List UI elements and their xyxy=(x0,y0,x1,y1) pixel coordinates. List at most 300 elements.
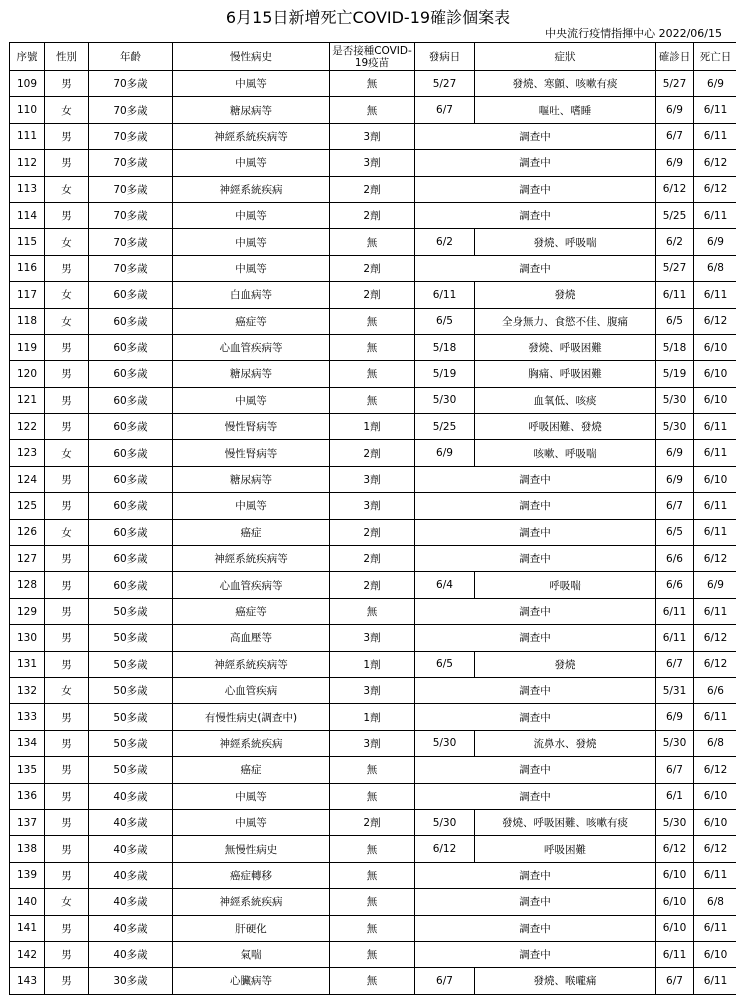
cell-chronic: 神經系統疾病 xyxy=(173,889,330,915)
cell-symptoms: 發燒 xyxy=(475,282,656,308)
cell-sex: 男 xyxy=(45,361,89,387)
cell-under-investigation: 調查中 xyxy=(415,176,656,202)
table-row xyxy=(10,255,736,281)
cell-age: 60多歲 xyxy=(89,519,173,545)
cell-age: 60多歲 xyxy=(89,546,173,572)
cell-under-investigation: 調查中 xyxy=(415,519,656,545)
table-row xyxy=(10,414,736,440)
cell-death: 6/11 xyxy=(694,440,736,466)
cell-age: 40多歲 xyxy=(89,889,173,915)
cell-seq: 122 xyxy=(10,414,45,440)
cell-confirm: 6/10 xyxy=(656,862,694,888)
cell-seq: 118 xyxy=(10,308,45,334)
cell-death: 6/11 xyxy=(694,97,736,123)
cell-death: 6/12 xyxy=(694,546,736,572)
cell-vaccine: 無 xyxy=(330,757,415,783)
cell-seq: 112 xyxy=(10,150,45,176)
cell-under-investigation: 調查中 xyxy=(415,941,656,967)
cell-confirm: 6/11 xyxy=(656,625,694,651)
cell-confirm: 5/25 xyxy=(656,202,694,228)
cell-sex: 女 xyxy=(45,97,89,123)
cell-seq: 138 xyxy=(10,836,45,862)
cell-seq: 142 xyxy=(10,941,45,967)
cell-age: 40多歲 xyxy=(89,809,173,835)
cell-sex: 男 xyxy=(45,334,89,360)
cell-death: 6/11 xyxy=(694,598,736,624)
cell-vaccine: 無 xyxy=(330,71,415,97)
cell-chronic: 癌症等 xyxy=(173,598,330,624)
cell-death: 6/12 xyxy=(694,625,736,651)
cell-death: 6/12 xyxy=(694,150,736,176)
cell-vaccine: 無 xyxy=(330,387,415,413)
cell-confirm: 6/5 xyxy=(656,519,694,545)
page-title: 6月15日新增死亡COVID-19確診個案表 xyxy=(225,8,511,27)
table-row xyxy=(10,915,736,941)
cell-death: 6/8 xyxy=(694,255,736,281)
table-row xyxy=(10,123,736,149)
cell-chronic: 癌症 xyxy=(173,519,330,545)
table-row xyxy=(10,889,736,915)
cell-vaccine: 無 xyxy=(330,598,415,624)
cell-sex: 男 xyxy=(45,202,89,228)
cell-confirm: 6/12 xyxy=(656,836,694,862)
cell-confirm: 6/12 xyxy=(656,176,694,202)
cell-confirm: 5/30 xyxy=(656,387,694,413)
cell-under-investigation: 調查中 xyxy=(415,889,656,915)
table-row xyxy=(10,546,736,572)
cell-vaccine: 無 xyxy=(330,783,415,809)
table-row xyxy=(10,941,736,967)
cell-chronic: 心血管疾病等 xyxy=(173,334,330,360)
cell-onset: 5/30 xyxy=(415,730,475,756)
cell-confirm: 6/7 xyxy=(656,493,694,519)
cell-confirm: 5/18 xyxy=(656,334,694,360)
cell-death: 6/6 xyxy=(694,677,736,703)
cell-seq: 139 xyxy=(10,862,45,888)
cell-chronic: 心血管疾病等 xyxy=(173,572,330,598)
cell-confirm: 6/9 xyxy=(656,704,694,730)
cell-sex: 男 xyxy=(45,757,89,783)
cell-chronic: 氣喘 xyxy=(173,941,330,967)
cell-age: 40多歲 xyxy=(89,862,173,888)
cell-seq: 124 xyxy=(10,466,45,492)
cell-vaccine: 2劑 xyxy=(330,809,415,835)
cell-symptoms: 發燒、寒顫、咳嗽有痰 xyxy=(475,71,656,97)
cell-onset: 6/2 xyxy=(415,229,475,255)
cell-death: 6/8 xyxy=(694,730,736,756)
cell-death: 6/11 xyxy=(694,282,736,308)
cell-chronic: 中風等 xyxy=(173,783,330,809)
table-row xyxy=(10,334,736,360)
cell-under-investigation: 調查中 xyxy=(415,202,656,228)
cell-seq: 130 xyxy=(10,625,45,651)
cell-chronic: 中風等 xyxy=(173,809,330,835)
cell-vaccine: 2劑 xyxy=(330,255,415,281)
cell-chronic: 有慢性病史(調查中) xyxy=(173,704,330,730)
cell-chronic: 白血病等 xyxy=(173,282,330,308)
header-seq: 序號 xyxy=(10,43,45,71)
cell-confirm: 5/30 xyxy=(656,730,694,756)
cell-onset: 6/5 xyxy=(415,308,475,334)
header-onset: 發病日 xyxy=(415,43,475,71)
header-symptoms: 症狀 xyxy=(475,43,656,71)
cell-under-investigation: 調查中 xyxy=(415,704,656,730)
cell-age: 50多歲 xyxy=(89,704,173,730)
cell-chronic: 無慢性病史 xyxy=(173,836,330,862)
cell-under-investigation: 調查中 xyxy=(415,625,656,651)
cell-chronic: 中風等 xyxy=(173,493,330,519)
table-row xyxy=(10,97,736,123)
cell-symptoms: 發燒、喉嚨痛 xyxy=(475,968,656,994)
table-row xyxy=(10,651,736,677)
cell-vaccine: 2劑 xyxy=(330,546,415,572)
cell-vaccine: 2劑 xyxy=(330,202,415,228)
cell-death: 6/10 xyxy=(694,809,736,835)
cell-onset: 5/25 xyxy=(415,414,475,440)
cell-age: 70多歲 xyxy=(89,97,173,123)
cell-symptoms: 流鼻水、發燒 xyxy=(475,730,656,756)
table-row xyxy=(10,466,736,492)
cell-under-investigation: 調查中 xyxy=(415,598,656,624)
cell-sex: 男 xyxy=(45,150,89,176)
header-death: 死亡日 xyxy=(694,43,736,71)
table-row xyxy=(10,598,736,624)
cell-under-investigation: 調查中 xyxy=(415,123,656,149)
cell-death: 6/9 xyxy=(694,229,736,255)
cases-table xyxy=(9,42,736,995)
cell-seq: 117 xyxy=(10,282,45,308)
cell-confirm: 5/30 xyxy=(656,414,694,440)
cell-sex: 男 xyxy=(45,625,89,651)
cell-confirm: 6/7 xyxy=(656,123,694,149)
cell-onset: 6/4 xyxy=(415,572,475,598)
cell-confirm: 6/7 xyxy=(656,968,694,994)
cell-onset: 5/30 xyxy=(415,809,475,835)
cell-confirm: 5/27 xyxy=(656,71,694,97)
cell-seq: 127 xyxy=(10,546,45,572)
cell-confirm: 6/9 xyxy=(656,97,694,123)
cell-confirm: 6/6 xyxy=(656,572,694,598)
cell-vaccine: 無 xyxy=(330,968,415,994)
cell-seq: 141 xyxy=(10,915,45,941)
cell-age: 70多歲 xyxy=(89,255,173,281)
cell-chronic: 神經系統疾病等 xyxy=(173,651,330,677)
cell-onset: 5/19 xyxy=(415,361,475,387)
cell-seq: 133 xyxy=(10,704,45,730)
cell-seq: 114 xyxy=(10,202,45,228)
cell-sex: 男 xyxy=(45,123,89,149)
cell-symptoms: 發燒、呼吸喘 xyxy=(475,229,656,255)
cell-vaccine: 無 xyxy=(330,229,415,255)
cell-under-investigation: 調查中 xyxy=(415,862,656,888)
cell-onset: 5/30 xyxy=(415,387,475,413)
cell-symptoms: 血氧低、咳痰 xyxy=(475,387,656,413)
cell-onset: 5/18 xyxy=(415,334,475,360)
cell-chronic: 神經系統疾病 xyxy=(173,176,330,202)
cell-seq: 136 xyxy=(10,783,45,809)
cell-chronic: 糖尿病等 xyxy=(173,466,330,492)
cell-chronic: 中風等 xyxy=(173,229,330,255)
cell-sex: 男 xyxy=(45,546,89,572)
table-row xyxy=(10,229,736,255)
cell-symptoms: 呼吸困難 xyxy=(475,836,656,862)
cell-death: 6/9 xyxy=(694,572,736,598)
cell-chronic: 癌症轉移 xyxy=(173,862,330,888)
cell-sex: 男 xyxy=(45,809,89,835)
cell-death: 6/12 xyxy=(694,176,736,202)
cell-vaccine: 無 xyxy=(330,941,415,967)
cell-age: 50多歲 xyxy=(89,677,173,703)
cell-confirm: 6/10 xyxy=(656,889,694,915)
table-row xyxy=(10,677,736,703)
cell-symptoms: 呼吸喘 xyxy=(475,572,656,598)
cell-under-investigation: 調查中 xyxy=(415,493,656,519)
cell-chronic: 中風等 xyxy=(173,387,330,413)
cell-onset: 6/5 xyxy=(415,651,475,677)
cell-under-investigation: 調查中 xyxy=(415,255,656,281)
header-row xyxy=(10,43,736,71)
table-row xyxy=(10,202,736,228)
cell-vaccine: 無 xyxy=(330,308,415,334)
header-chronic: 慢性病史 xyxy=(173,43,330,71)
cell-sex: 女 xyxy=(45,229,89,255)
table-row xyxy=(10,150,736,176)
cell-death: 6/12 xyxy=(694,757,736,783)
table-body xyxy=(10,71,736,995)
cell-seq: 113 xyxy=(10,176,45,202)
cell-age: 60多歲 xyxy=(89,387,173,413)
cell-seq: 115 xyxy=(10,229,45,255)
header-confirm: 確診日 xyxy=(656,43,694,71)
table-row xyxy=(10,862,736,888)
table-row xyxy=(10,176,736,202)
cell-seq: 129 xyxy=(10,598,45,624)
cell-age: 70多歲 xyxy=(89,150,173,176)
cell-sex: 女 xyxy=(45,440,89,466)
cell-chronic: 糖尿病等 xyxy=(173,97,330,123)
cell-age: 70多歲 xyxy=(89,202,173,228)
cell-seq: 128 xyxy=(10,572,45,598)
cell-sex: 男 xyxy=(45,651,89,677)
cell-vaccine: 2劑 xyxy=(330,176,415,202)
cell-seq: 110 xyxy=(10,97,45,123)
cell-age: 50多歲 xyxy=(89,730,173,756)
cell-seq: 131 xyxy=(10,651,45,677)
cell-under-investigation: 調查中 xyxy=(415,757,656,783)
cell-death: 6/11 xyxy=(694,493,736,519)
cell-age: 60多歲 xyxy=(89,572,173,598)
cell-chronic: 神經系統疾病 xyxy=(173,730,330,756)
table-row xyxy=(10,968,736,994)
cell-confirm: 6/6 xyxy=(656,546,694,572)
cell-sex: 女 xyxy=(45,677,89,703)
cell-death: 6/10 xyxy=(694,387,736,413)
cell-death: 6/12 xyxy=(694,308,736,334)
cell-age: 70多歲 xyxy=(89,123,173,149)
cell-vaccine: 3劑 xyxy=(330,625,415,651)
cell-age: 60多歲 xyxy=(89,334,173,360)
cell-age: 70多歲 xyxy=(89,71,173,97)
cell-sex: 男 xyxy=(45,704,89,730)
cell-seq: 116 xyxy=(10,255,45,281)
cell-confirm: 6/9 xyxy=(656,150,694,176)
cell-chronic: 神經系統疾病等 xyxy=(173,546,330,572)
cell-onset: 5/27 xyxy=(415,71,475,97)
table-row xyxy=(10,704,736,730)
cell-seq: 126 xyxy=(10,519,45,545)
cell-symptoms: 呼吸困難、發燒 xyxy=(475,414,656,440)
cell-death: 6/11 xyxy=(694,202,736,228)
table-row xyxy=(10,493,736,519)
cell-chronic: 癌症 xyxy=(173,757,330,783)
cell-under-investigation: 調查中 xyxy=(415,915,656,941)
cell-seq: 120 xyxy=(10,361,45,387)
cell-age: 50多歲 xyxy=(89,598,173,624)
cell-sex: 男 xyxy=(45,783,89,809)
cell-confirm: 6/7 xyxy=(656,757,694,783)
cell-sex: 男 xyxy=(45,572,89,598)
cell-chronic: 中風等 xyxy=(173,255,330,281)
cell-seq: 119 xyxy=(10,334,45,360)
cell-vaccine: 無 xyxy=(330,862,415,888)
cell-symptoms: 嘔吐、嗜睡 xyxy=(475,97,656,123)
cell-onset: 6/7 xyxy=(415,97,475,123)
cell-onset: 6/11 xyxy=(415,282,475,308)
cell-death: 6/12 xyxy=(694,836,736,862)
table-row xyxy=(10,440,736,466)
cell-sex: 男 xyxy=(45,730,89,756)
cell-age: 60多歲 xyxy=(89,282,173,308)
cell-age: 60多歲 xyxy=(89,361,173,387)
cell-sex: 女 xyxy=(45,308,89,334)
cell-onset: 6/7 xyxy=(415,968,475,994)
cell-age: 60多歲 xyxy=(89,493,173,519)
cell-sex: 男 xyxy=(45,915,89,941)
cell-confirm: 5/31 xyxy=(656,677,694,703)
cell-vaccine: 無 xyxy=(330,361,415,387)
cell-chronic: 心血管疾病 xyxy=(173,677,330,703)
cell-vaccine: 3劑 xyxy=(330,123,415,149)
cell-symptoms: 全身無力、食慾不佳、腹痛 xyxy=(475,308,656,334)
cell-vaccine: 無 xyxy=(330,836,415,862)
cell-vaccine: 1劑 xyxy=(330,651,415,677)
cell-chronic: 癌症等 xyxy=(173,308,330,334)
cell-seq: 134 xyxy=(10,730,45,756)
cell-sex: 男 xyxy=(45,493,89,519)
cell-sex: 女 xyxy=(45,282,89,308)
table-row xyxy=(10,625,736,651)
cell-symptoms: 發燒、呼吸困難 xyxy=(475,334,656,360)
cell-death: 6/11 xyxy=(694,123,736,149)
cell-under-investigation: 調查中 xyxy=(415,783,656,809)
cell-age: 60多歲 xyxy=(89,466,173,492)
cell-vaccine: 2劑 xyxy=(330,282,415,308)
cell-age: 60多歲 xyxy=(89,440,173,466)
cell-vaccine: 3劑 xyxy=(330,677,415,703)
cell-vaccine: 3劑 xyxy=(330,466,415,492)
cell-vaccine: 3劑 xyxy=(330,730,415,756)
cell-symptoms: 胸痛、呼吸困難 xyxy=(475,361,656,387)
cell-sex: 女 xyxy=(45,519,89,545)
cell-confirm: 6/1 xyxy=(656,783,694,809)
cell-age: 50多歲 xyxy=(89,651,173,677)
cell-sex: 男 xyxy=(45,387,89,413)
cell-vaccine: 3劑 xyxy=(330,493,415,519)
cell-under-investigation: 調查中 xyxy=(415,677,656,703)
cell-vaccine: 1劑 xyxy=(330,704,415,730)
table-row xyxy=(10,387,736,413)
cell-age: 40多歲 xyxy=(89,836,173,862)
cell-age: 60多歲 xyxy=(89,308,173,334)
cell-death: 6/10 xyxy=(694,361,736,387)
table-row xyxy=(10,71,736,97)
table-row xyxy=(10,836,736,862)
header-sex: 性別 xyxy=(45,43,89,71)
cell-chronic: 高血壓等 xyxy=(173,625,330,651)
cell-chronic: 慢性腎病等 xyxy=(173,414,330,440)
table-row xyxy=(10,361,736,387)
cell-onset: 6/9 xyxy=(415,440,475,466)
cell-age: 60多歲 xyxy=(89,414,173,440)
table-row xyxy=(10,783,736,809)
cell-symptoms: 發燒 xyxy=(475,651,656,677)
cell-confirm: 5/19 xyxy=(656,361,694,387)
table-row xyxy=(10,730,736,756)
cell-vaccine: 無 xyxy=(330,889,415,915)
cell-sex: 男 xyxy=(45,598,89,624)
cell-confirm: 6/5 xyxy=(656,308,694,334)
cell-seq: 135 xyxy=(10,757,45,783)
cell-sex: 男 xyxy=(45,941,89,967)
cell-age: 40多歲 xyxy=(89,783,173,809)
table-row xyxy=(10,519,736,545)
cell-confirm: 6/11 xyxy=(656,282,694,308)
cell-chronic: 神經系統疾病等 xyxy=(173,123,330,149)
cell-vaccine: 無 xyxy=(330,97,415,123)
cell-chronic: 中風等 xyxy=(173,71,330,97)
cell-sex: 男 xyxy=(45,836,89,862)
header-age: 年齡 xyxy=(89,43,173,71)
cell-vaccine: 3劑 xyxy=(330,150,415,176)
cell-seq: 125 xyxy=(10,493,45,519)
table-row xyxy=(10,572,736,598)
source-label: 中央流行疫情指揮中心 2022/06/15 xyxy=(545,27,722,40)
cell-chronic: 心臟病等 xyxy=(173,968,330,994)
cell-age: 70多歲 xyxy=(89,176,173,202)
cell-sex: 女 xyxy=(45,176,89,202)
table-row xyxy=(10,282,736,308)
cell-sex: 男 xyxy=(45,71,89,97)
cell-chronic: 糖尿病等 xyxy=(173,361,330,387)
cell-seq: 109 xyxy=(10,71,45,97)
cell-chronic: 中風等 xyxy=(173,202,330,228)
cell-death: 6/12 xyxy=(694,651,736,677)
cell-death: 6/9 xyxy=(694,71,736,97)
cell-death: 6/10 xyxy=(694,334,736,360)
cell-vaccine: 無 xyxy=(330,915,415,941)
cell-chronic: 中風等 xyxy=(173,150,330,176)
cell-sex: 男 xyxy=(45,968,89,994)
cell-confirm: 6/11 xyxy=(656,598,694,624)
cell-death: 6/11 xyxy=(694,862,736,888)
cell-vaccine: 1劑 xyxy=(330,414,415,440)
cell-age: 40多歲 xyxy=(89,941,173,967)
cell-seq: 137 xyxy=(10,809,45,835)
cell-age: 40多歲 xyxy=(89,915,173,941)
cell-chronic: 慢性腎病等 xyxy=(173,440,330,466)
cell-sex: 男 xyxy=(45,862,89,888)
cell-death: 6/10 xyxy=(694,466,736,492)
